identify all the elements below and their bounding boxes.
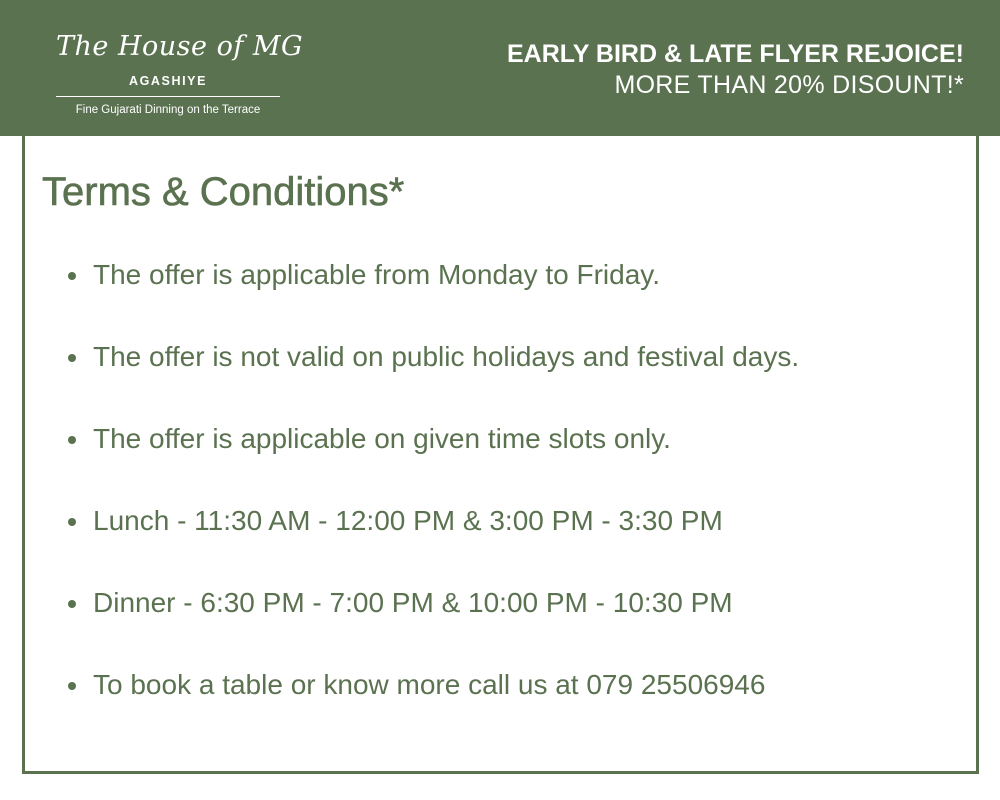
- list-item: [64, 330, 799, 412]
- brand-tagline: Fine Gujarati Dinning on the Terrace: [75, 104, 261, 116]
- bullet-icon: [68, 682, 76, 690]
- bullet-icon: [68, 272, 76, 280]
- brand-script-name: The House of MG: [56, 31, 304, 62]
- header-banner: [0, 0, 1000, 136]
- bullet-icon: [68, 436, 76, 444]
- bullet-icon: [68, 600, 76, 608]
- bullet-icon: [68, 354, 76, 362]
- list-item: [64, 576, 799, 658]
- list-item: [64, 658, 799, 740]
- bullet-icon: [68, 518, 76, 526]
- list-item: [64, 494, 799, 576]
- page-title: Terms & Conditions*: [42, 170, 405, 214]
- term-text: Lunch - 11:30 AM - 12:00 PM & 3:00 PM - 3:30 PM: [93, 505, 723, 536]
- term-text: The offer is applicable from Monday to Friday.: [93, 259, 660, 290]
- term-text: The offer is applicable on given time slots only.: [93, 423, 671, 454]
- term-text: To book a table or know more call us at 079 25506946: [93, 669, 766, 700]
- term-text: The offer is not valid on public holidays and festival days.: [93, 341, 800, 372]
- brand-logo: [56, 30, 304, 118]
- list-item: [64, 248, 799, 330]
- list-item: [64, 412, 799, 494]
- promo-subline: MORE THAN 20% DISOUNT!*: [614, 71, 964, 99]
- logo-divider: [56, 96, 280, 97]
- promo-headline: EARLY BIRD & LATE FLYER REJOICE!: [506, 40, 964, 68]
- terms-list: [64, 248, 799, 740]
- promo-banner: [507, 38, 964, 100]
- term-text: Dinner - 6:30 PM - 7:00 PM & 10:00 PM - 10:30 PM: [93, 587, 733, 618]
- brand-name: AGASHIYE: [128, 74, 208, 88]
